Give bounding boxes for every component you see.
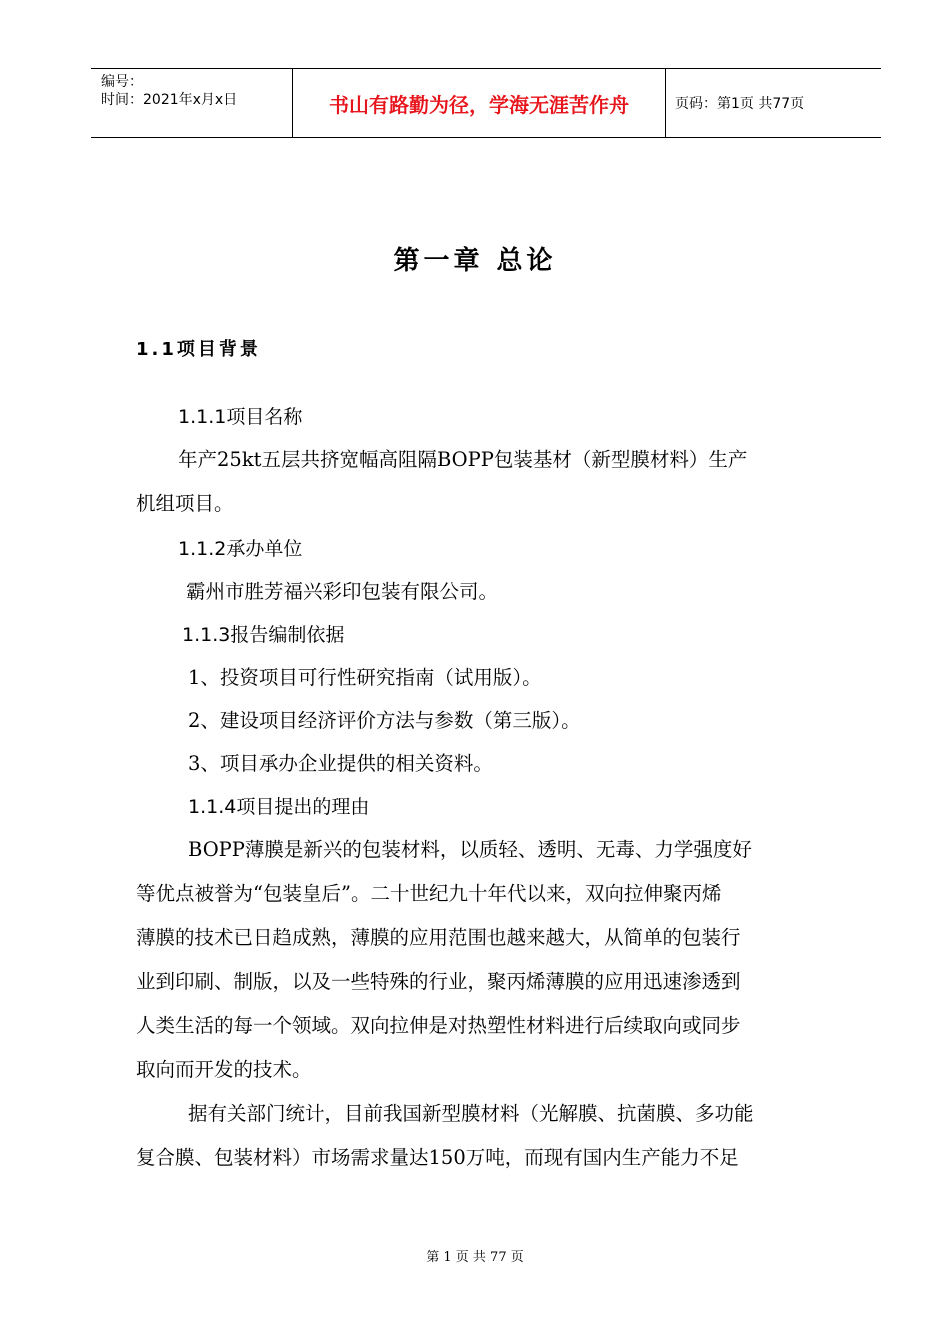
time-label: 时间：2021年x月x日 bbox=[101, 92, 238, 108]
body-line: 等优点被誉为“包装皇后”。二十世纪九十年代以来，双向拉伸聚丙烯 bbox=[136, 882, 722, 905]
subsection-title: 1.1.3报告编制依据 bbox=[182, 624, 345, 646]
body-line: 薄膜的技术已日趋成熟，薄膜的应用范围也越来越大，从简单的包装行 bbox=[136, 926, 741, 949]
list-item: 1、投资项目可行性研究指南（试用版）。 bbox=[188, 666, 542, 689]
header-divider bbox=[665, 69, 666, 137]
subsection-title: 1.1.1项目名称 bbox=[178, 406, 303, 428]
serial-label: 编号： bbox=[101, 74, 143, 90]
header-meta bbox=[101, 73, 237, 109]
document-header bbox=[91, 68, 881, 138]
body-line: 据有关部门统计，目前我国新型膜材料（光解膜、抗菌膜、多功能 bbox=[188, 1102, 754, 1125]
body-line: 取向而开发的技术。 bbox=[136, 1058, 312, 1081]
body-line: 业到印刷、制版，以及一些特殊的行业，聚丙烯薄膜的应用迅速渗透到 bbox=[136, 970, 741, 993]
list-item: 3、项目承办企业提供的相关资料。 bbox=[188, 752, 493, 775]
chapter-title: 第一章 总论 bbox=[393, 246, 557, 276]
body-line: 人类生活的每一个领域。双向拉伸是对热塑性材料进行后续取向或同步 bbox=[136, 1014, 741, 1037]
section-title: 1.1项目背景 bbox=[136, 339, 261, 360]
page-footer: 第 1 页 共 77 页 bbox=[426, 1250, 524, 1265]
header-page-info: 页码：第1页 共77页 bbox=[675, 96, 805, 112]
body-line: 霸州市胜芳福兴彩印包装有限公司。 bbox=[186, 580, 499, 603]
header-motto: 书山有路勤为径，学海无涯苦作舟 bbox=[329, 92, 629, 117]
body-line: 年产25kt五层共挤宽幅高阻隔BOPP包装基材（新型膜材料）生产 bbox=[178, 448, 748, 471]
subsection-title: 1.1.2承办单位 bbox=[178, 538, 303, 560]
list-item: 2、建设项目经济评价方法与参数（第三版）。 bbox=[188, 709, 581, 732]
body-line: BOPP薄膜是新兴的包装材料，以质轻、透明、无毒、力学强度好 bbox=[188, 838, 752, 861]
body-line: 复合膜、包装材料）市场需求量达150万吨，而现有国内生产能力不足 bbox=[136, 1146, 739, 1169]
subsection-title: 1.1.4项目提出的理由 bbox=[188, 796, 370, 818]
body-line: 机组项目。 bbox=[136, 492, 234, 515]
